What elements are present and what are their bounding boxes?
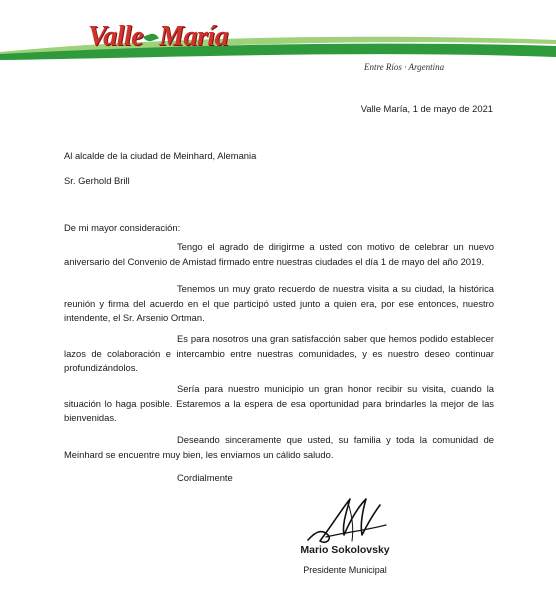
paragraph-4-first: Sería para nuestro municipio un gran honor recibir su visita, cuando la (177, 383, 494, 394)
brand-logo-left: Valle (88, 21, 144, 52)
handwritten-signature (302, 495, 392, 550)
signer-name: Mario Sokolovsky (300, 544, 390, 556)
paragraph-3-first: Es para nosotros una gran satisfacción saber que hemos podido establecer (177, 333, 494, 344)
green-swoosh-graphic (0, 30, 556, 66)
paragraph-1-rest: aniversario del Convenio de Amistad firmado entre nuestras ciudades el día 1 de mayo del año 2019. (64, 255, 485, 267)
paragraph-4-rest: situación lo haga posible. Estaremos a la espera de esa oportunidad para brindarles la mejor de las bienvenidas. (64, 397, 494, 424)
recipient-line-2: Sr. Gerhold Brill (64, 175, 130, 186)
signer-title: Presidente Municipal (303, 565, 387, 575)
paragraph-5-rest: Meinhard se encuentre muy bien, les enviamos un cálido saludo. (64, 448, 334, 460)
paragraph-3-rest: lazos de colaboración e intercambio entre nuestras comunidades, y es nuestro deseo continuar profundizándolos. (64, 347, 494, 374)
paragraph-5 (64, 433, 494, 462)
brand-logo (88, 21, 228, 53)
paragraph-4 (64, 382, 494, 426)
paragraph-3 (64, 332, 494, 376)
paragraph-2-rest: reunión y firma del acuerdo en el que participó usted junto a quien era, por ese entonces, nuestro intendente, el Sr. Arsenio Ortman. (64, 297, 494, 324)
closing: Cordialmente (177, 472, 233, 483)
brand-logo-right: María (159, 21, 229, 52)
paragraph-2 (64, 282, 494, 326)
salutation: De mi mayor consideración: (64, 222, 181, 233)
letter-date: Valle María, 1 de mayo de 2021 (360, 103, 493, 114)
paragraph-1 (64, 240, 494, 269)
paragraph-1-first: Tengo el agrado de dirigirme a usted con motivo de celebrar un nuevo (177, 241, 494, 252)
letterhead (0, 0, 556, 80)
leaf-icon (143, 31, 159, 42)
region-tagline: Entre Ríos · Argentina (364, 62, 445, 72)
recipient-line-1: Al alcalde de la ciudad de Meinhard, Alemania (64, 150, 257, 161)
paragraph-2-first: Tenemos un muy grato recuerdo de nuestra visita a su ciudad, la histórica (177, 283, 494, 294)
paragraph-5-first: Deseando sinceramente que usted, su familia y toda la comunidad de (177, 434, 494, 445)
